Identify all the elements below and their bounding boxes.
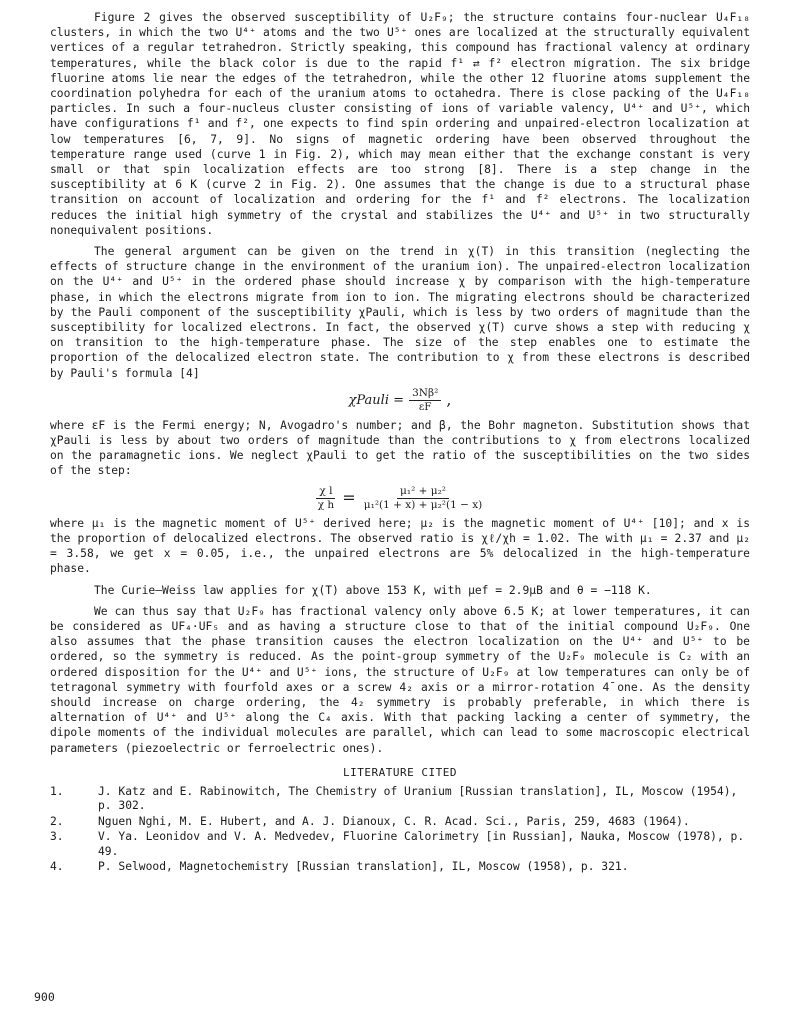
page-body (50, 10, 750, 876)
pauli-numerator: 3Nβ² (409, 387, 441, 401)
reference-item (50, 785, 750, 814)
paragraph-4: where μ₁ is the magnetic moment of U⁵⁺ derived here; μ₂ is the magnetic moment of U⁴⁺ [10]; and x is the proportion of delocalized electrons. The observed ratio is χℓ/χh = 1.02. The with μ₁ = 2.37 and μ₂ = 3.58, we get x = 0.05, i.e., the unpaired electrons are 5% delocalized in the high-temperature phase. (50, 516, 750, 576)
reference-text: V. Ya. Leonidov and V. A. Medvedev, Fluorine Calorimetry [in Russian], Nauka, Moscow (1978), p. 49. (98, 830, 745, 858)
ratio-equation (50, 485, 750, 512)
reference-item (50, 830, 750, 859)
reference-item (50, 860, 750, 875)
paragraph-2: The general argument can be given on the trend in χ(T) in this transition (neglecting the effects of structure change in the environment of the uranium ion). The unpaired-electron localization on the U⁴⁺ and U⁵⁺ in the ordered phase should increase χ by comparison with the high-temperature phase, in which the electrons migrate from ion to ion. The migrating electrons should be characterized by the Pauli component of the susceptibility χPauli, which is less by two orders of magnitude than the susceptibility for localized electrons. In fact, the observed χ(T) curve shows a step with reducing χ on transition to the high-temperature phase. The size of the step enables one to estimate the proportion of the delocalized electron state. The contribution to χ from these electrons is described by Pauli's formula [4] (50, 245, 750, 380)
literature-heading: LITERATURE CITED (343, 765, 457, 779)
ratio-rhs-numerator: μ₁² + μ₂² (397, 485, 449, 499)
ratio-lhs-denominator: χ h (317, 498, 335, 511)
pauli-fraction (409, 387, 441, 414)
reference-text: J. Katz and E. Rabinowitch, The Chemistry of Uranium [Russian translation], IL, Moscow (1954), p. 302. (98, 784, 738, 813)
paragraph-5: The Curie–Weiss law applies for χ(T) above 153 K, with μef = 2.9μB and θ = −118 K. (94, 583, 652, 597)
reference-number: 2. (50, 814, 64, 828)
pauli-equation (50, 387, 750, 414)
reference-item (50, 815, 750, 830)
reference-list (50, 785, 750, 875)
reference-text: P. Selwood, Magnetochemistry [Russian translation], IL, Moscow (1958), p. 321. (98, 860, 629, 874)
pauli-denominator: εF (418, 400, 432, 413)
pauli-tail: , (446, 389, 452, 409)
reference-number: 4. (50, 860, 64, 874)
paragraph-6: We can thus say that U₂F₉ has fractional valency only above 6.5 K; at lower temperatures, it can be considered as UF₄·UF₅ and as having a structure close to that of the initial compound U₂F₉. One also assumes that the phase transition causes the electron localization on the U⁴⁺ and U⁵⁺ to be ordered, so the symmetry is reduced. As the point-group symmetry of the U₂F₉ molecule is C₂ with an ordered disposition for the U⁴⁺ and U⁵⁺ ions, the structure of U₂F₉ at low temperatures can only be of tetragonal symmetry with fourfold axes or a screw 4₂ axis or a mirror-rotation 4̄ one. As the density should increase on charge ordering, the 4₂ symmetry is probably preferable, in which there is alternation of U⁴⁺ and U⁵⁺ along the C₄ axis. With that packing lacking a center of symmetry, the dipole moments of the individual molecules are parallel, which can lead to some macroscopic electrical parameters (piezoelectric or ferroelectric ones). (50, 604, 750, 755)
paragraph-1: Figure 2 gives the observed susceptibility of U₂F₉; the structure contains four-nuclear U₄F₁₈ clusters, in which the two U⁴⁺ atoms and the two U⁵⁺ ones are localized at the structurally equivalent vertices of a regular tetrahedron. Strictly speaking, this compound has fractional valency at ordinary temperatures, while the black color is due to the rapid f¹ ⇄ f² electron migration. The six bridge fluorine atoms lie near the edges of the tetrahedron, while the other 12 fluorine atoms supplement the coordination polyhedra for each of the uranium atoms to octahedra. There is close packing of the U₄F₁₈ particles. In such a four-nucleus cluster consisting of ions of variable valency, U⁴⁺ and U⁵⁺, which have configurations f¹ and f², one expects to find spin ordering and unpaired-electron localization at low temperatures [6, 7, 9]. No signs of magnetic ordering have been observed throughout the temperature range used (curve 1 in Fig. 2), which may mean either that the exchange constant is very small or that spin localization effects are too strong [8]. There is a step change in the susceptibility at 6 K (curve 2 in Fig. 2). One assumes that the change is due to a structural phase transition on account of localization and ordering for the f¹ and f² electrons. The localization reduces the initial high symmetry of the crystal and stabilizes the U⁴⁺ and U⁵⁺ in two structurally nonequivalent positions. (50, 11, 750, 237)
ratio-lhs-fraction (315, 485, 337, 512)
ratio-equals: = (342, 487, 356, 507)
ratio-rhs-fraction (361, 485, 486, 512)
reference-number: 1. (50, 784, 64, 798)
reference-text: Nguen Nghi, M. E. Hubert, and A. J. Dianoux, C. R. Acad. Sci., Paris, 259, 4683 (1964). (98, 814, 690, 828)
reference-number: 3. (50, 830, 64, 844)
page-number: 900 (34, 990, 55, 1004)
ratio-rhs-denominator: μ₁²(1 + x) + μ₂²(1 − x) (363, 498, 483, 511)
ratio-lhs-numerator: χ l (316, 485, 335, 499)
paragraph-3: where εF is the Fermi energy; N, Avogadro's number; and β, the Bohr magneton. Substitution shows that χPauli is less by about two orders of magnitude than the contributions to χ from electrons localized on the paramagnetic ions. We neglect χPauli to get the ratio of the susceptibilities on the two sides of the step: (50, 418, 750, 478)
pauli-lhs: χPauli = (348, 392, 405, 408)
